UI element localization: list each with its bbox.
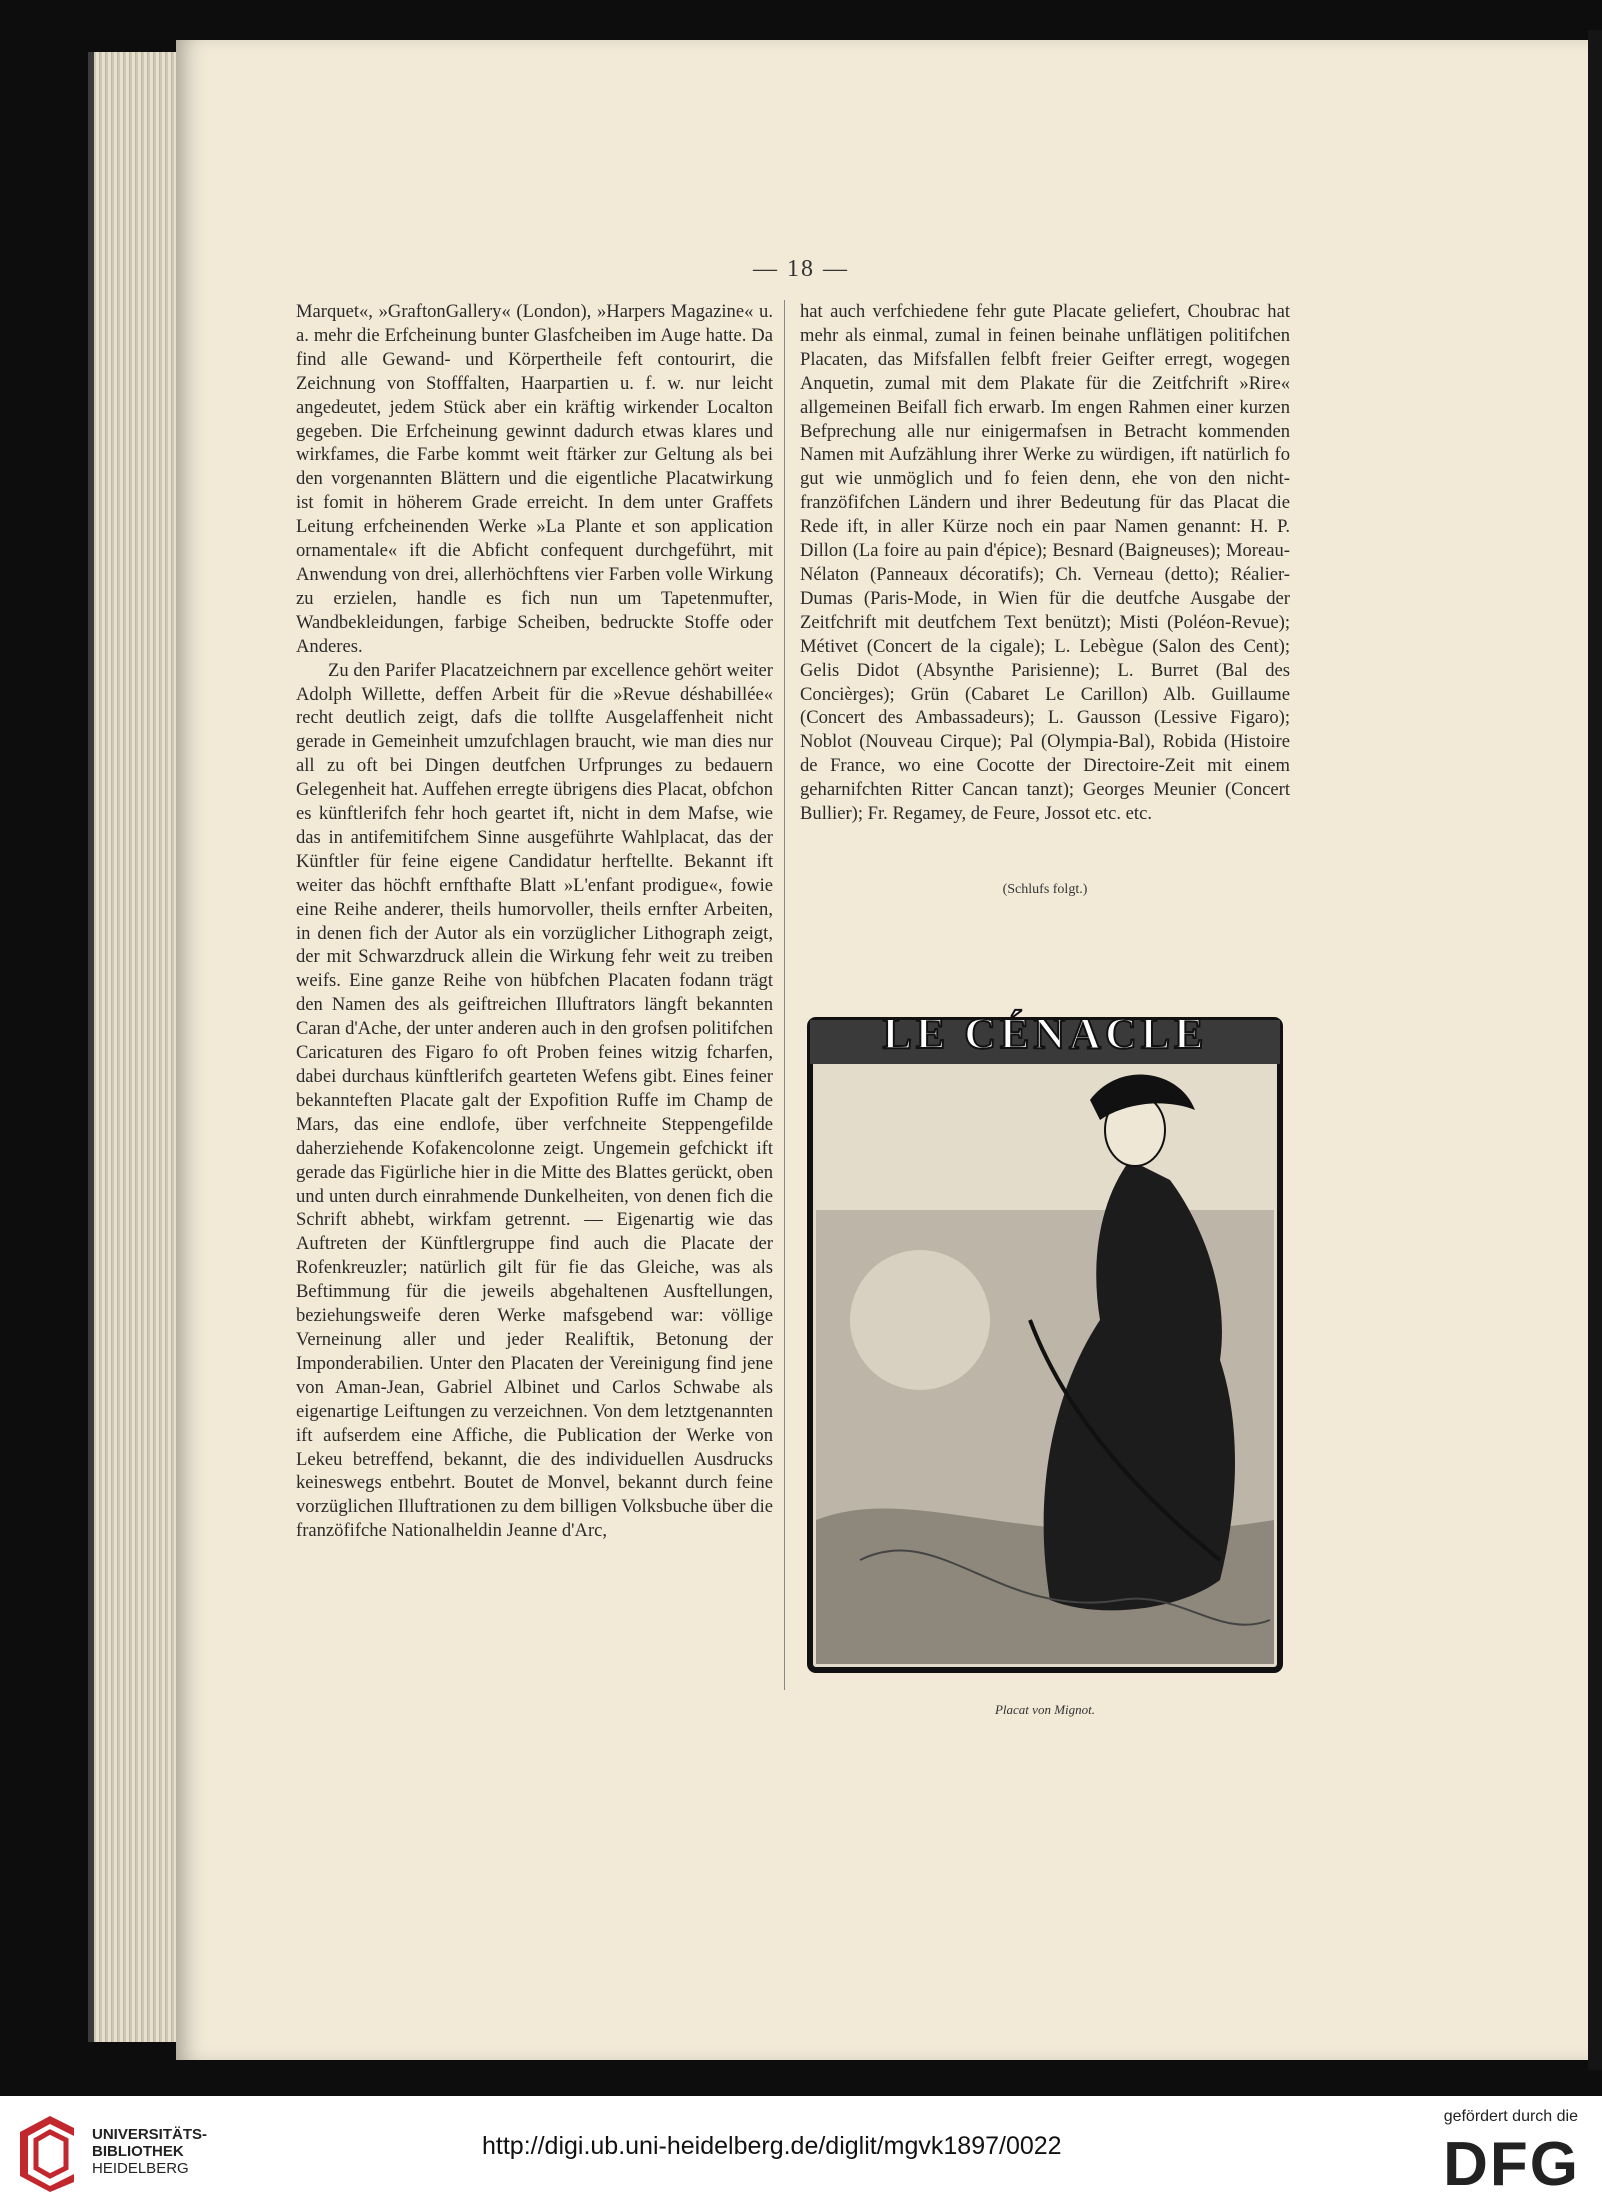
library-name-line: HEIDELBERG <box>92 2160 189 2177</box>
paragraph: Marquet«, »GraftonGallery« (London), »Harpers Magazine« u. a. mehr die Erfcheinung bunter Glasfcheiben im Auge hatte. Da find alle Gewand- und Körpertheile feft contourirt, die Zeichnung von Stofffalten, Haarpartien u. f. w. nur leicht angedeutet, jedem Stück aber ein kräftig wirkender Localton gegeben. Die Erfcheinung gewinnt dadurch etwas klares und wirkfames, die Farbe kommt weit ftärker zur Geltung als bei den vorgenannten Blättern und die eigentliche Placatwirkung ist fomit in höherem Grade erreicht. In dem unter Graffets Leitung erfcheinenden Werke »La Plante et son application ornamentale« ift die Abficht confequent durchgeführt, mit Anwendung von drei, allerhöchftens vier Farben volle Wirkung zu erzielen, handle es fich nun um Tapetenmufter, Wandbekleidungen, farbige Scheiben, bedruckte Stoffe oder Anderes. <box>296 301 773 657</box>
university-library-name[interactable] <box>92 2126 207 2177</box>
permalink-url[interactable]: http://digi.ub.uni-heidelberg.de/diglit/mgvk1897/0022 <box>482 2132 1062 2160</box>
scan-border <box>1588 30 1602 2070</box>
footer-bar <box>0 2096 1602 2210</box>
library-name-line: BIBLIOTHEK <box>92 2143 184 2160</box>
dfg-logo[interactable]: DFG <box>1443 2130 1580 2199</box>
book-page-edges <box>88 52 186 2042</box>
poster-illustration <box>800 960 1290 1680</box>
funding-note: gefördert durch die <box>1443 2108 1578 2125</box>
column-divider <box>784 300 785 1690</box>
paragraph: hat auch verfchiedene fehr gute Placate geliefert, Choubrac hat mehr als einmal, zumal in feinen beinahe unflätigen politifchen Placaten, das Mifsfallen felbft freier Geifter erregt, wogegen Anquetin, zumal mit dem Plakate für die Zeitfchrift »Rire« allgemeinen Beifall fich erwarb. Im engen Rahmen einer kurzen Befprechung alle nur einigermafsen in Betracht kommenden Namen mit Aufzählung ihrer Werke zu würdigen, ift natürlich fo gut wie unmöglich und fo feien denn, ehe von den nicht-franzöfifchen Ländern und ihrer Bedeutung für das Placat die Rede ift, in aller Kürze noch ein paar Namen genannt: H. P. Dillon (La foire au pain d'épice); Besnard (Baigneuses); Moreau-Nélaton (Panneaux décoratifs); Ch. Verneau (detto); Réalier-Dumas (Paris-Mode, in Wien für die deutfche Ausgabe der Zeitfchrift mit deutfchem Text benützt); Misti (Poléon-Revue); Métivet (Concert de la cigale); L. Lebègue (Salon des Cent); Gelis Didot (Absynthe Parisienne); L. Burret (Bal des Concièrges); Grün (Cabaret Le Carillon) Alb. Guillaume (Concert des Ambassadeurs); L. Gausson (Lessive Figaro); Noblot (Nouveau Cirque); Pal (Olympia-Bal), Robida (Histoire de France, wo eine Cocotte der Directoire-Zeit mit einem geharnifchten Ritter Cancan tanzt); Georges Meunier (Concert Bullier); Fr. Regamey, de Feure, Jossot etc. etc. <box>800 301 1290 825</box>
library-name-line: UNIVERSITÄTS- <box>92 2126 208 2143</box>
paragraph: Zu den Parifer Placatzeichnern par excellence gehört weiter Adolph Willette, deffen Arbeit für die »Revue déshabillée« recht deutlich zeigt, dafs die tollfte Ausgelaffenheit nicht gerade in Gemeinheit umzufchlagen braucht, wie man dies nur all zu oft bei Dingen deutfchen Urfprunges zu bedauern Gelegenheit hat. Auffehen erregte übrigens dies Placat, obfchon es künftlerifch fehr hoch geartet ift, nicht in dem Mafse, wie das in antifemitifchem Sinne ausgeführte Wahlplacat, das der Künftler für feine eigene Candidatur herftellte. Bekannt ift weiter das höchft ernfthafte Blatt »L'enfant prodigue«, fowie eine Reihe anderer, theils humorvoller, theils ernfter Arbeiten, in denen fich der Autor als ein vorzüglicher Lithograph zeigt, der mit Schwarzdruck allein die Wirkung fehr weit zu treiben weifs. Eine ganze Reihe von hübfchen Placaten fodann trägt den Namen des als geiftreichen Illuftrators längft bekannten Caran d'Ache, der unter anderen auch in den grofsen politifchen Caricaturen des Figaro fo oft Proben feines witzig fcharfen, dabei durchaus künftlerifch gearteten Wefens gibt. Eines feiner bekannteften Placate galt der Expofition Ruffe im Champ de Mars, das eine endlofe, über verfchneite Steppengefilde daherziehende Kofakencolonne zeigt. Ungemein gefchickt ift gerade das Figürliche hier in die Mitte des Blattes gerückt, oben und unten durch einrahmende Dunkelheiten, von denen fich die Schrift abhebt, wirkfam getrennt. — Eigenartig wie das Auftreten der Künftlergruppe find auch die Placate der Rofenkreuzler; natürlich gilt für fie das Gleiche, was als Beftimmung für die jeweils abgehaltenen Ausftellungen, beziehungsweife deren Werke mafsgebend war: völlige Verneinung aller und jeder Realiftik, Betonung der Imponderabilien. Unter den Placaten der Vereinigung find jene von Aman-Jean, Gabriel Albinet und Carlos Schwabe als eigenartige Leiftungen zu verzeichnen. Von dem letztgenannten ift aufserdem eine Affiche, die Publication der Werke von Lekeu betreffend, bekannt, die des individuellen Ausdrucks keineswegs entbehrt. Boutet de Monvel, bekannt durch feine vorzüglichen Illuftrationen zu dem billigen Volksbuche über die franzöfifche Nationalheldin Jeanne d'Arc, <box>296 659 773 1542</box>
continued-note: (Schlufs folgt.) <box>1002 882 1088 897</box>
poster-title: LE CÉNACLE <box>882 1009 1208 1058</box>
figure-caption: Placat von Mignot. <box>994 1702 1095 1717</box>
right-text-column <box>800 300 1290 826</box>
page-number: — 18 — <box>753 256 849 282</box>
left-text-column <box>296 300 773 1543</box>
university-library-logo-icon[interactable] <box>16 2112 78 2192</box>
